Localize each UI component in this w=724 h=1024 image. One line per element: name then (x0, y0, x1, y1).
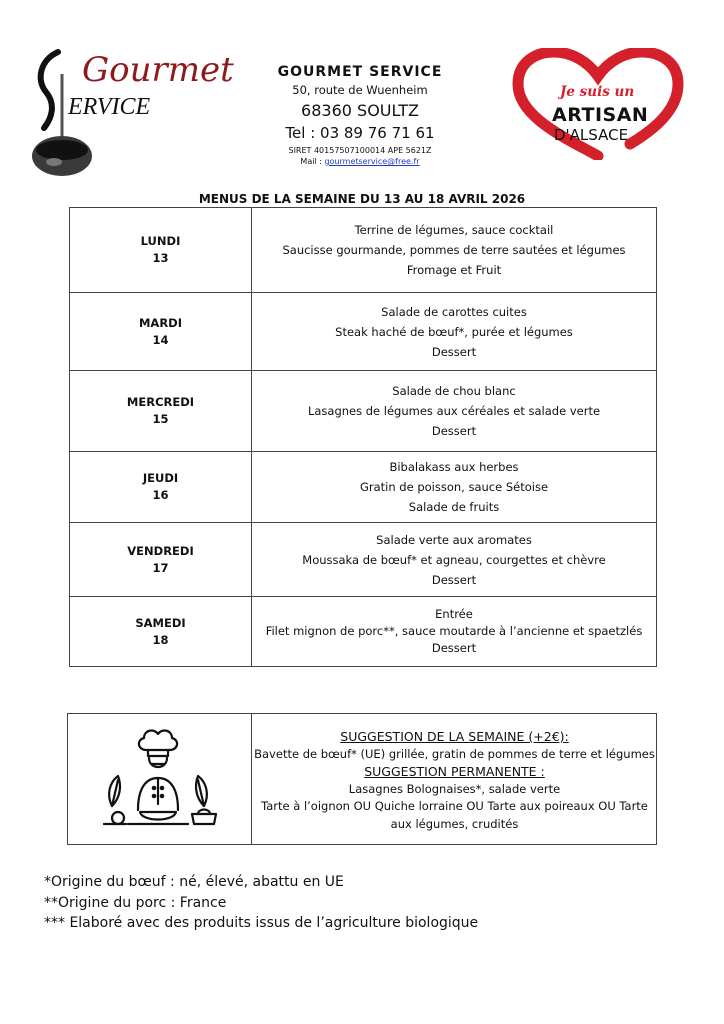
permanent-suggestion-line1: Lasagnes Bolognaises*, salade verte (348, 781, 561, 796)
dish-line: Fromage et Fruit (406, 263, 502, 277)
gourmet-service-logo (22, 44, 234, 184)
menu-day-cell (70, 597, 252, 667)
dish-line: Dessert (431, 424, 477, 438)
week-suggestion-dish: Bavette de bœuf* (UE) grillée, gratin de pommes de terre et légumes (254, 746, 655, 761)
dish-line: Entrée (435, 607, 473, 621)
chef-cooking-icon (68, 714, 252, 844)
footnote-beef-origin: *Origine du bœuf : né, élevé, abattu en UE (44, 874, 344, 890)
menu-day-cell (70, 452, 252, 523)
dish-line: Salade de chou blanc (392, 384, 516, 398)
menu-row (70, 597, 657, 667)
dish-line: Terrine de légumes, sauce cocktail (354, 223, 554, 237)
day-name: MARDI (138, 315, 183, 330)
menu-row (70, 208, 657, 293)
artisan-alsace-logo (510, 48, 686, 160)
artisan-logo-line1: Je suis un (560, 84, 635, 100)
day-date: 14 (152, 332, 169, 347)
menu-row (70, 523, 657, 597)
dish-line: Moussaka de bœuf* et agneau, courgettes et chèvre (302, 552, 606, 567)
dish-line: Dessert (431, 641, 477, 655)
day-name: JEUDI (142, 471, 179, 485)
day-date: 17 (152, 560, 169, 575)
suggestion-box (67, 713, 657, 845)
company-phone: Tel : 03 89 76 71 61 (285, 124, 435, 142)
menu-row (70, 293, 657, 371)
mail-label: Mail : (300, 157, 325, 166)
menu-day-cell (70, 208, 252, 293)
dish-line: Salade de fruits (408, 500, 500, 514)
company-name: GOURMET SERVICE (277, 64, 443, 80)
logo-word-gourmet: Gourmet (82, 50, 234, 90)
dish-line: Gratin de poisson, sauce Sétoise (359, 480, 549, 494)
day-name: MERCREDI (126, 395, 195, 409)
company-city: 68360 SOULTZ (301, 101, 419, 120)
menu-dishes-cell (252, 597, 657, 667)
footnotes (44, 872, 478, 934)
permanent-suggestion-heading: SUGGESTION PERMANENTE : (364, 764, 545, 779)
week-suggestion-heading: SUGGESTION DE LA SEMAINE (+2€): (340, 729, 569, 744)
dish-line: Dessert (431, 572, 477, 587)
dish-line: Dessert (431, 344, 477, 359)
menu-dishes-cell (252, 371, 657, 452)
company-street: 50, route de Wuenheim (292, 83, 428, 97)
menu-day-cell (70, 293, 252, 371)
day-date: 18 (152, 632, 169, 647)
dish-line: Lasagnes de légumes aux céréales et salade verte (307, 404, 601, 418)
day-date: 16 (152, 488, 169, 502)
dish-line: Bibalakass aux herbes (389, 460, 519, 474)
weekly-menu-table (69, 207, 657, 667)
day-name: VENDREDI (127, 543, 194, 558)
day-date: 13 (152, 251, 169, 265)
day-date: 15 (152, 412, 169, 426)
menu-row (70, 371, 657, 452)
menu-dishes-cell (252, 523, 657, 597)
dish-line: Steak haché de bœuf*, purée et légumes (335, 324, 573, 339)
dish-line: Saucisse gourmande, pommes de terre sautées et légumes (282, 243, 626, 257)
footnote-pork-origin: **Origine du porc : France (44, 894, 227, 911)
menu-row (70, 452, 657, 523)
dish-line: Salade de carottes cuites (381, 304, 527, 319)
permanent-suggestion-line2: Tarte à l’oignon OU Quiche lorraine OU Tarte aux poireaux OU Tarte aux légumes, crudités (261, 799, 648, 831)
menu-day-cell (70, 523, 252, 597)
menu-dishes-cell (252, 452, 657, 523)
day-name: LUNDI (140, 234, 181, 248)
menu-day-cell (70, 371, 252, 452)
artisan-logo-line2: ARTISAN (552, 104, 649, 126)
day-name: SAMEDI (135, 615, 186, 630)
artisan-logo-line3: D'ALSACE (554, 126, 629, 144)
company-siret: SIRET 40157507100014 APE 5621Z (288, 146, 432, 155)
menu-dishes-cell (252, 293, 657, 371)
dish-line: Filet mignon de porc**, sauce moutarde à l’ancienne et spaetzlés (265, 624, 643, 638)
footnote-organic: *** Elaboré avec des produits issus de l’agriculture biologique (44, 915, 479, 931)
company-address-block (250, 64, 470, 166)
menu-dishes-cell (252, 208, 657, 293)
mail-link[interactable]: gourmetservice@free.fr (324, 157, 420, 166)
logo-word-service: ERVICE (68, 94, 151, 120)
menu-title: MENUS DE LA SEMAINE DU 13 AU 18 AVRIL 2026 (198, 192, 526, 206)
dish-line: Salade verte aux aromates (376, 532, 532, 547)
company-mail (250, 157, 470, 166)
